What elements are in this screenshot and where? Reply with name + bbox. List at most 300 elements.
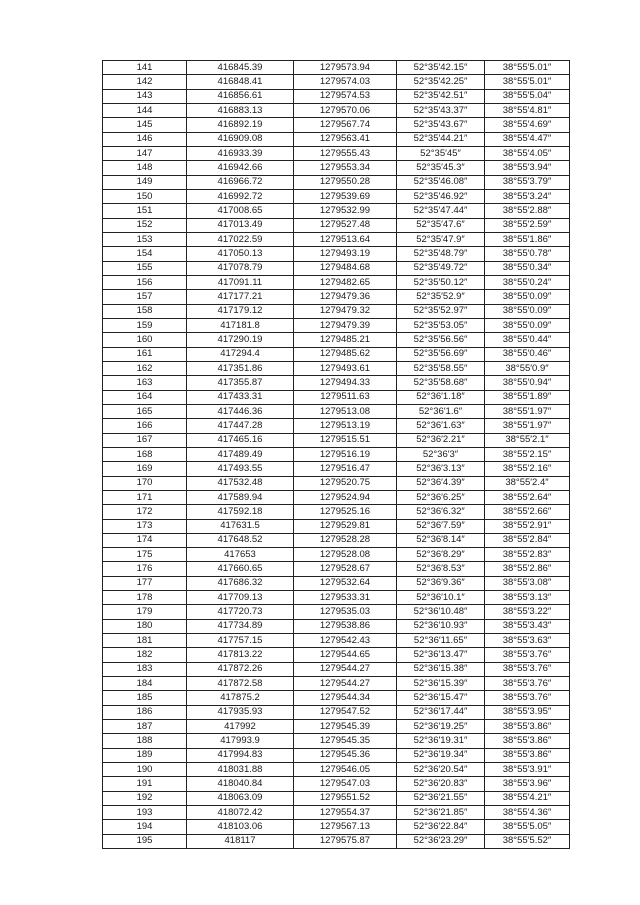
y-coordinate-cell: 1279532.64 (294, 576, 397, 590)
table-row (103, 820, 570, 834)
latitude-cell: 52°36′11.65″ (397, 634, 485, 648)
x-coordinate-cell: 418063.09 (187, 791, 294, 805)
x-coordinate-cell: 417532.48 (187, 476, 294, 490)
x-coordinate-cell: 417935.93 (187, 705, 294, 719)
longitude-cell: 38°55′3.86″ (485, 748, 570, 762)
latitude-cell: 52°35′56.69″ (397, 347, 485, 361)
table-row (103, 75, 570, 89)
longitude-cell: 38°55′3.91″ (485, 763, 570, 777)
longitude-cell: 38°55′2.66″ (485, 505, 570, 519)
y-coordinate-cell: 1279479.36 (294, 290, 397, 304)
longitude-cell: 38°55′3.95″ (485, 705, 570, 719)
latitude-cell: 52°36′13.47″ (397, 648, 485, 662)
x-coordinate-cell: 417091.11 (187, 275, 294, 289)
y-coordinate-cell: 1279545.39 (294, 720, 397, 734)
longitude-cell: 38°55′3.63″ (485, 634, 570, 648)
y-coordinate-cell: 1279485.62 (294, 347, 397, 361)
y-coordinate-cell: 1279555.43 (294, 146, 397, 160)
longitude-cell: 38°55′0.9″ (485, 361, 570, 375)
longitude-cell: 38°55′4.05″ (485, 146, 570, 160)
longitude-cell: 38°55′3.08″ (485, 576, 570, 590)
point-number-cell: 149 (103, 175, 187, 189)
point-number-cell: 160 (103, 333, 187, 347)
table-row (103, 691, 570, 705)
table-row (103, 232, 570, 246)
latitude-cell: 52°36′3.13″ (397, 462, 485, 476)
point-number-cell: 143 (103, 89, 187, 103)
point-number-cell: 168 (103, 447, 187, 461)
x-coordinate-cell: 417181.8 (187, 318, 294, 332)
table-row (103, 447, 570, 461)
point-number-cell: 190 (103, 763, 187, 777)
latitude-cell: 52°36′19.34″ (397, 748, 485, 762)
y-coordinate-cell: 1279550.28 (294, 175, 397, 189)
point-number-cell: 148 (103, 161, 187, 175)
longitude-cell: 38°55′2.88″ (485, 204, 570, 218)
y-coordinate-cell: 1279544.65 (294, 648, 397, 662)
longitude-cell: 38°55′0.44″ (485, 333, 570, 347)
longitude-cell: 38°55′5.05″ (485, 820, 570, 834)
point-number-cell: 195 (103, 834, 187, 848)
x-coordinate-cell: 417757.15 (187, 634, 294, 648)
longitude-cell: 38°55′3.43″ (485, 619, 570, 633)
latitude-cell: 52°36′6.32″ (397, 505, 485, 519)
x-coordinate-cell: 416883.13 (187, 103, 294, 117)
point-number-cell: 173 (103, 519, 187, 533)
latitude-cell: 52°36′8.29″ (397, 548, 485, 562)
table-row (103, 376, 570, 390)
table-row (103, 175, 570, 189)
table-row (103, 519, 570, 533)
table-row (103, 462, 570, 476)
longitude-cell: 38°55′0.34″ (485, 261, 570, 275)
longitude-cell: 38°55′4.81″ (485, 103, 570, 117)
longitude-cell: 38°55′4.36″ (485, 806, 570, 820)
x-coordinate-cell: 418031.88 (187, 763, 294, 777)
table-row (103, 318, 570, 332)
latitude-cell: 52°36′20.54″ (397, 763, 485, 777)
table-row (103, 146, 570, 160)
point-number-cell: 175 (103, 548, 187, 562)
table-row (103, 634, 570, 648)
y-coordinate-cell: 1279479.32 (294, 304, 397, 318)
table-row (103, 505, 570, 519)
x-coordinate-cell: 417686.32 (187, 576, 294, 590)
latitude-cell: 52°35′46.08″ (397, 175, 485, 189)
table-row (103, 605, 570, 619)
longitude-cell: 38°55′0.94″ (485, 376, 570, 390)
y-coordinate-cell: 1279528.67 (294, 562, 397, 576)
x-coordinate-cell: 417008.65 (187, 204, 294, 218)
x-coordinate-cell: 416845.39 (187, 61, 294, 75)
longitude-cell: 38°55′2.86″ (485, 562, 570, 576)
point-number-cell: 158 (103, 304, 187, 318)
point-number-cell: 180 (103, 619, 187, 633)
y-coordinate-cell: 1279546.05 (294, 763, 397, 777)
y-coordinate-cell: 1279529.81 (294, 519, 397, 533)
point-number-cell: 172 (103, 505, 187, 519)
y-coordinate-cell: 1279545.36 (294, 748, 397, 762)
x-coordinate-cell: 416933.39 (187, 146, 294, 160)
table-row (103, 763, 570, 777)
latitude-cell: 52°36′7.59″ (397, 519, 485, 533)
y-coordinate-cell: 1279532.99 (294, 204, 397, 218)
x-coordinate-cell: 416848.41 (187, 75, 294, 89)
x-coordinate-cell: 417050.13 (187, 247, 294, 261)
y-coordinate-cell: 1279493.61 (294, 361, 397, 375)
x-coordinate-cell: 417653 (187, 548, 294, 562)
y-coordinate-cell: 1279544.27 (294, 677, 397, 691)
latitude-cell: 52°36′17.44″ (397, 705, 485, 719)
y-coordinate-cell: 1279524.94 (294, 490, 397, 504)
latitude-cell: 52°36′1.6″ (397, 404, 485, 418)
point-number-cell: 191 (103, 777, 187, 791)
point-number-cell: 153 (103, 232, 187, 246)
table-row (103, 275, 570, 289)
table-row (103, 390, 570, 404)
table-row (103, 548, 570, 562)
longitude-cell: 38°55′2.15″ (485, 447, 570, 461)
latitude-cell: 52°36′10.48″ (397, 605, 485, 619)
longitude-cell: 38°55′2.4″ (485, 476, 570, 490)
point-number-cell: 178 (103, 591, 187, 605)
longitude-cell: 38°55′3.86″ (485, 734, 570, 748)
longitude-cell: 38°55′3.76″ (485, 662, 570, 676)
latitude-cell: 52°36′19.31″ (397, 734, 485, 748)
latitude-cell: 52°36′10.1″ (397, 591, 485, 605)
latitude-cell: 52°36′4.39″ (397, 476, 485, 490)
longitude-cell: 38°55′2.1″ (485, 433, 570, 447)
y-coordinate-cell: 1279547.03 (294, 777, 397, 791)
point-number-cell: 156 (103, 275, 187, 289)
longitude-cell: 38°55′3.76″ (485, 648, 570, 662)
longitude-cell: 38°55′1.86″ (485, 232, 570, 246)
point-number-cell: 182 (103, 648, 187, 662)
table-row (103, 61, 570, 75)
coordinates-table-body (103, 61, 570, 849)
table-row (103, 705, 570, 719)
latitude-cell: 52°35′48.79″ (397, 247, 485, 261)
x-coordinate-cell: 417446.36 (187, 404, 294, 418)
x-coordinate-cell: 417022.59 (187, 232, 294, 246)
latitude-cell: 52°36′9.36″ (397, 576, 485, 590)
table-row (103, 648, 570, 662)
longitude-cell: 38°55′2.83″ (485, 548, 570, 562)
y-coordinate-cell: 1279511.63 (294, 390, 397, 404)
x-coordinate-cell: 417465.16 (187, 433, 294, 447)
y-coordinate-cell: 1279533.31 (294, 591, 397, 605)
table-row (103, 189, 570, 203)
latitude-cell: 52°35′50.12″ (397, 275, 485, 289)
y-coordinate-cell: 1279538.86 (294, 619, 397, 633)
point-number-cell: 186 (103, 705, 187, 719)
latitude-cell: 52°36′22.84″ (397, 820, 485, 834)
x-coordinate-cell: 418117 (187, 834, 294, 848)
table-row (103, 204, 570, 218)
y-coordinate-cell: 1279567.13 (294, 820, 397, 834)
x-coordinate-cell: 417875.2 (187, 691, 294, 705)
point-number-cell: 154 (103, 247, 187, 261)
point-number-cell: 142 (103, 75, 187, 89)
longitude-cell: 38°55′4.69″ (485, 118, 570, 132)
table-row (103, 720, 570, 734)
longitude-cell: 38°55′5.52″ (485, 834, 570, 848)
point-number-cell: 187 (103, 720, 187, 734)
x-coordinate-cell: 417294.4 (187, 347, 294, 361)
point-number-cell: 188 (103, 734, 187, 748)
longitude-cell: 38°55′5.04″ (485, 89, 570, 103)
x-coordinate-cell: 417493.55 (187, 462, 294, 476)
x-coordinate-cell: 417709.13 (187, 591, 294, 605)
y-coordinate-cell: 1279485.21 (294, 333, 397, 347)
latitude-cell: 52°35′42.15″ (397, 61, 485, 75)
y-coordinate-cell: 1279544.34 (294, 691, 397, 705)
x-coordinate-cell: 417994.83 (187, 748, 294, 762)
point-number-cell: 181 (103, 634, 187, 648)
latitude-cell: 52°35′45″ (397, 146, 485, 160)
point-number-cell: 157 (103, 290, 187, 304)
longitude-cell: 38°55′5.01″ (485, 75, 570, 89)
latitude-cell: 52°36′15.39″ (397, 677, 485, 691)
table-row (103, 304, 570, 318)
table-row (103, 404, 570, 418)
table-row (103, 247, 570, 261)
latitude-cell: 52°35′52.97″ (397, 304, 485, 318)
y-coordinate-cell: 1279551.52 (294, 791, 397, 805)
x-coordinate-cell: 416856.61 (187, 89, 294, 103)
x-coordinate-cell: 417433.31 (187, 390, 294, 404)
y-coordinate-cell: 1279570.06 (294, 103, 397, 117)
y-coordinate-cell: 1279513.19 (294, 419, 397, 433)
point-number-cell: 151 (103, 204, 187, 218)
latitude-cell: 52°35′47.6″ (397, 218, 485, 232)
longitude-cell: 38°55′3.79″ (485, 175, 570, 189)
point-number-cell: 141 (103, 61, 187, 75)
x-coordinate-cell: 417179.12 (187, 304, 294, 318)
latitude-cell: 52°35′42.25″ (397, 75, 485, 89)
longitude-cell: 38°55′0.24″ (485, 275, 570, 289)
latitude-cell: 52°35′58.55″ (397, 361, 485, 375)
x-coordinate-cell: 417648.52 (187, 533, 294, 547)
table-row (103, 218, 570, 232)
latitude-cell: 52°36′8.53″ (397, 562, 485, 576)
latitude-cell: 52°36′19.25″ (397, 720, 485, 734)
table-row (103, 347, 570, 361)
latitude-cell: 52°36′6.25″ (397, 490, 485, 504)
longitude-cell: 38°55′4.47″ (485, 132, 570, 146)
x-coordinate-cell: 417872.26 (187, 662, 294, 676)
table-row (103, 734, 570, 748)
point-number-cell: 185 (103, 691, 187, 705)
table-row (103, 132, 570, 146)
table-row (103, 562, 570, 576)
latitude-cell: 52°35′53.05″ (397, 318, 485, 332)
y-coordinate-cell: 1279573.94 (294, 61, 397, 75)
longitude-cell: 38°55′3.24″ (485, 189, 570, 203)
x-coordinate-cell: 418072.42 (187, 806, 294, 820)
x-coordinate-cell: 417489.49 (187, 447, 294, 461)
x-coordinate-cell: 416942.66 (187, 161, 294, 175)
longitude-cell: 38°55′0.09″ (485, 304, 570, 318)
point-number-cell: 194 (103, 820, 187, 834)
point-number-cell: 170 (103, 476, 187, 490)
y-coordinate-cell: 1279482.65 (294, 275, 397, 289)
coordinates-table (102, 60, 570, 849)
point-number-cell: 145 (103, 118, 187, 132)
latitude-cell: 52°35′47.44″ (397, 204, 485, 218)
point-number-cell: 162 (103, 361, 187, 375)
x-coordinate-cell: 417177.21 (187, 290, 294, 304)
table-row (103, 576, 570, 590)
latitude-cell: 52°35′43.67″ (397, 118, 485, 132)
table-row (103, 261, 570, 275)
longitude-cell: 38°55′2.16″ (485, 462, 570, 476)
point-number-cell: 161 (103, 347, 187, 361)
x-coordinate-cell: 417589.94 (187, 490, 294, 504)
y-coordinate-cell: 1279520.75 (294, 476, 397, 490)
point-number-cell: 147 (103, 146, 187, 160)
table-row (103, 118, 570, 132)
latitude-cell: 52°35′58.68″ (397, 376, 485, 390)
x-coordinate-cell: 416992.72 (187, 189, 294, 203)
y-coordinate-cell: 1279493.19 (294, 247, 397, 261)
longitude-cell: 38°55′2.59″ (485, 218, 570, 232)
table-row (103, 777, 570, 791)
latitude-cell: 52°35′45.3″ (397, 161, 485, 175)
x-coordinate-cell: 417992 (187, 720, 294, 734)
longitude-cell: 38°55′0.78″ (485, 247, 570, 261)
table-row (103, 619, 570, 633)
point-number-cell: 189 (103, 748, 187, 762)
table-row (103, 89, 570, 103)
point-number-cell: 176 (103, 562, 187, 576)
point-number-cell: 192 (103, 791, 187, 805)
table-row (103, 103, 570, 117)
y-coordinate-cell: 1279515.51 (294, 433, 397, 447)
point-number-cell: 166 (103, 419, 187, 433)
table-row (103, 333, 570, 347)
longitude-cell: 38°55′3.86″ (485, 720, 570, 734)
table-row (103, 748, 570, 762)
point-number-cell: 169 (103, 462, 187, 476)
latitude-cell: 52°36′15.47″ (397, 691, 485, 705)
table-row (103, 591, 570, 605)
x-coordinate-cell: 417290.19 (187, 333, 294, 347)
longitude-cell: 38°55′1.97″ (485, 419, 570, 433)
x-coordinate-cell: 417813.22 (187, 648, 294, 662)
y-coordinate-cell: 1279553.34 (294, 161, 397, 175)
x-coordinate-cell: 417013.49 (187, 218, 294, 232)
longitude-cell: 38°55′3.76″ (485, 691, 570, 705)
y-coordinate-cell: 1279528.08 (294, 548, 397, 562)
longitude-cell: 38°55′0.09″ (485, 318, 570, 332)
longitude-cell: 38°55′1.97″ (485, 404, 570, 418)
latitude-cell: 52°36′1.63″ (397, 419, 485, 433)
x-coordinate-cell: 417631.5 (187, 519, 294, 533)
y-coordinate-cell: 1279544.27 (294, 662, 397, 676)
y-coordinate-cell: 1279554.37 (294, 806, 397, 820)
table-row (103, 290, 570, 304)
latitude-cell: 52°35′46.92″ (397, 189, 485, 203)
table-row (103, 361, 570, 375)
table-row (103, 806, 570, 820)
y-coordinate-cell: 1279513.08 (294, 404, 397, 418)
y-coordinate-cell: 1279528.28 (294, 533, 397, 547)
longitude-cell: 38°55′3.22″ (485, 605, 570, 619)
longitude-cell: 38°55′3.13″ (485, 591, 570, 605)
x-coordinate-cell: 417660.65 (187, 562, 294, 576)
point-number-cell: 159 (103, 318, 187, 332)
y-coordinate-cell: 1279513.64 (294, 232, 397, 246)
latitude-cell: 52°35′47.9″ (397, 232, 485, 246)
x-coordinate-cell: 416966.72 (187, 175, 294, 189)
y-coordinate-cell: 1279575.87 (294, 834, 397, 848)
point-number-cell: 171 (103, 490, 187, 504)
table-row (103, 533, 570, 547)
y-coordinate-cell: 1279567.74 (294, 118, 397, 132)
longitude-cell: 38°55′3.96″ (485, 777, 570, 791)
y-coordinate-cell: 1279516.19 (294, 447, 397, 461)
longitude-cell: 38°55′5.01″ (485, 61, 570, 75)
latitude-cell: 52°36′23.29″ (397, 834, 485, 848)
table-row (103, 161, 570, 175)
point-number-cell: 146 (103, 132, 187, 146)
x-coordinate-cell: 417351.86 (187, 361, 294, 375)
point-number-cell: 193 (103, 806, 187, 820)
latitude-cell: 52°35′44.21″ (397, 132, 485, 146)
latitude-cell: 52°36′2.21″ (397, 433, 485, 447)
latitude-cell: 52°36′20.83″ (397, 777, 485, 791)
y-coordinate-cell: 1279525.16 (294, 505, 397, 519)
y-coordinate-cell: 1279535.03 (294, 605, 397, 619)
latitude-cell: 52°36′3″ (397, 447, 485, 461)
point-number-cell: 174 (103, 533, 187, 547)
table-row (103, 834, 570, 848)
x-coordinate-cell: 417078.79 (187, 261, 294, 275)
longitude-cell: 38°55′1.89″ (485, 390, 570, 404)
point-number-cell: 144 (103, 103, 187, 117)
latitude-cell: 52°36′10.93″ (397, 619, 485, 633)
longitude-cell: 38°55′0.46″ (485, 347, 570, 361)
point-number-cell: 167 (103, 433, 187, 447)
y-coordinate-cell: 1279494.33 (294, 376, 397, 390)
latitude-cell: 52°36′21.55″ (397, 791, 485, 805)
longitude-cell: 38°55′2.64″ (485, 490, 570, 504)
point-number-cell: 152 (103, 218, 187, 232)
longitude-cell: 38°55′0.09″ (485, 290, 570, 304)
point-number-cell: 163 (103, 376, 187, 390)
latitude-cell: 52°35′52.9″ (397, 290, 485, 304)
y-coordinate-cell: 1279516.47 (294, 462, 397, 476)
y-coordinate-cell: 1279574.03 (294, 75, 397, 89)
point-number-cell: 177 (103, 576, 187, 590)
y-coordinate-cell: 1279539.69 (294, 189, 397, 203)
x-coordinate-cell: 417720.73 (187, 605, 294, 619)
longitude-cell: 38°55′3.94″ (485, 161, 570, 175)
latitude-cell: 52°35′42.51″ (397, 89, 485, 103)
y-coordinate-cell: 1279563.41 (294, 132, 397, 146)
point-number-cell: 179 (103, 605, 187, 619)
y-coordinate-cell: 1279574.53 (294, 89, 397, 103)
x-coordinate-cell: 417355.87 (187, 376, 294, 390)
point-number-cell: 150 (103, 189, 187, 203)
latitude-cell: 52°36′1.18″ (397, 390, 485, 404)
point-number-cell: 165 (103, 404, 187, 418)
x-coordinate-cell: 416892.19 (187, 118, 294, 132)
y-coordinate-cell: 1279527.48 (294, 218, 397, 232)
x-coordinate-cell: 417592.18 (187, 505, 294, 519)
x-coordinate-cell: 417993.9 (187, 734, 294, 748)
